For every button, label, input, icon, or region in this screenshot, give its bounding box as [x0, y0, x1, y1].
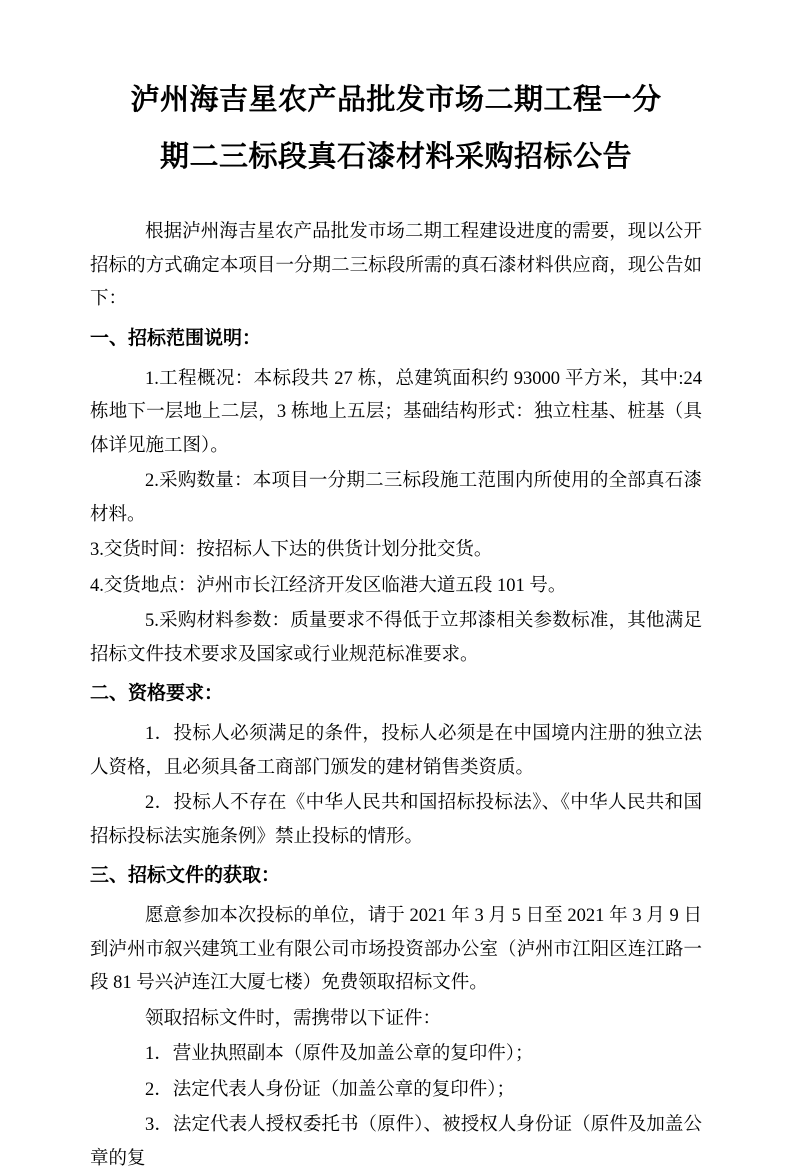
- scope-item-project-overview: 1.工程概况：本标段共 27 栋，总建筑面积约 93000 平方米，其中:24 栋地下一层地上二层，3 栋地上五层；基础结构形式：独立柱基、桩基（具体详见施工图）。: [90, 368, 702, 456]
- scope-item-delivery-place: 4.交货地点：泸州市长江经济开发区临港大道五段 101 号。: [90, 575, 567, 596]
- qualification-item-1: 1．投标人必须满足的条件，投标人必须是在中国境内注册的独立法人资格，且必须具备工商部门颁发的建材销售类资质。: [90, 724, 702, 778]
- scope-item-material-parameters: 5.采购材料参数：质量要求不得低于立邦漆相关参数标准，其他满足招标文件技术要求及国家或行业规范标准要求。: [90, 611, 702, 665]
- required-certificates-intro: 领取招标文件时，需携带以下证件：: [145, 1008, 442, 1029]
- required-certificate-2: 2．法定代表人身份证（加盖公章的复印件）；: [145, 1079, 516, 1100]
- intro-paragraph: 根据泸州海吉星农产品批发市场二期工程建设进度的需要，现以公开招标的方式确定本项目一分期二三标段所需的真石漆材料供应商，现公告如下：: [90, 222, 702, 309]
- scope-item-delivery-time: 3.交货时间：按招标人下达的供货计划分批交货。: [90, 540, 493, 560]
- document-obtain-paragraph: 愿意参加本次投标的单位，请于 2021 年 3 月 5 日至 2021 年 3 月 9 日到泸州市叙兴建筑工业有限公司市场投资部办公室（泸州市江阳区连江路一段 81 号兴泸连江大厦七楼）免费领取招标文件。: [90, 906, 702, 993]
- section-2-heading: 二、资格要求：: [90, 683, 224, 704]
- document-title: 泸州海吉星农产品批发市场二期工程一分期二三标段真石漆材料采购招标公告: [130, 84, 662, 173]
- qualification-item-2: 2．投标人不存在《中华人民共和国招标投标法》、《中华人民共和国招标投标法实施条例》禁止投标的情形。: [90, 793, 702, 847]
- required-certificate-1: 1．营业执照副本（原件及加盖公章的复印件）；: [145, 1044, 534, 1064]
- section-3-heading: 三、招标文件的获取：: [90, 865, 281, 886]
- section-1-heading: 一、招标范围说明：: [90, 327, 262, 349]
- required-certificate-3: 3．法定代表人授权委托书（原件）、被授权人身份证（原件及加盖公章的复: [90, 1115, 702, 1169]
- scope-item-purchase-quantity: 2.采购数量：本项目一分期二三标段施工范围内所使用的全部真石漆材料。: [90, 471, 702, 525]
